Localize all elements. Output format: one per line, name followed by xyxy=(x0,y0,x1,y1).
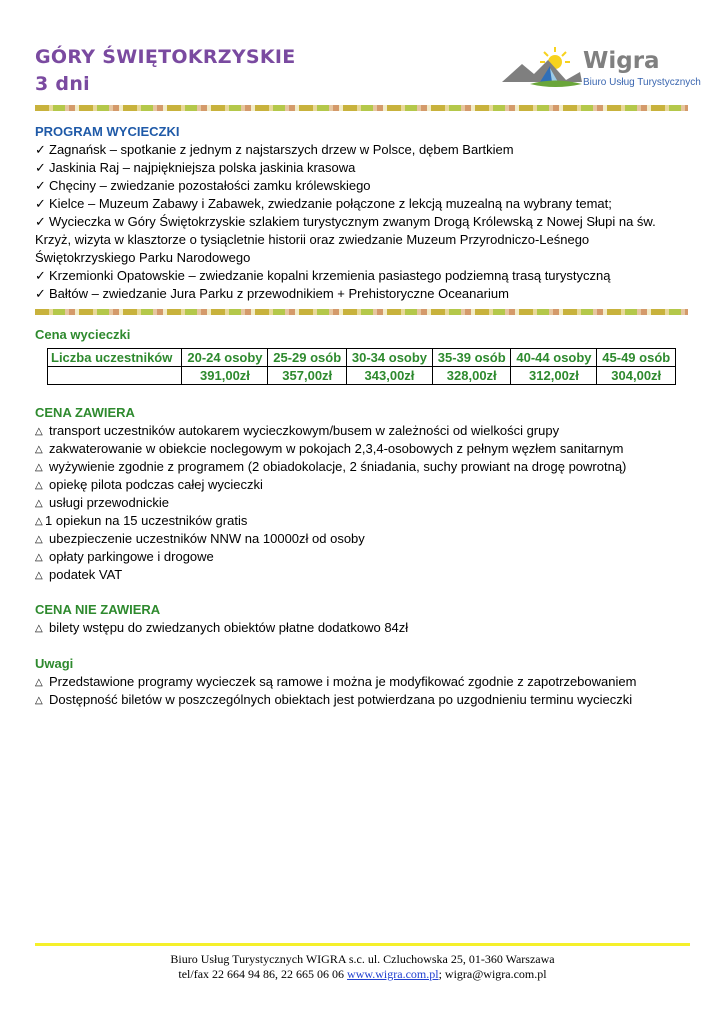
table-cell: 312,00zł xyxy=(511,367,597,385)
table-header-cell: 20-24 osoby xyxy=(182,349,268,367)
list-item: △ transport uczestników autokarem wycieczkowym/busem w zależności od wielkości grupy xyxy=(35,422,559,441)
decorative-divider xyxy=(35,309,688,315)
list-item: △ opiekę pilota podczas całej wycieczki xyxy=(35,476,263,495)
table-cell: 304,00zł xyxy=(597,367,676,385)
list-item: △ Przedstawione programy wycieczek są ramowe i można je modyfikować zgodnie z zapotrzebowaniem xyxy=(35,673,636,692)
table-header-cell: 30-34 osoby xyxy=(346,349,432,367)
footer-divider xyxy=(35,943,690,946)
triangle-bullet-icon: △ xyxy=(35,462,43,473)
triangle-bullet-icon: △ xyxy=(35,498,43,509)
program-item: ✓ Wycieczka w Góry Świętokrzyskie szlakiem turystycznym zwanym Drogą Królewską z Nowej Słupi na św. xyxy=(35,214,656,229)
checkmark-icon: ✓ xyxy=(35,160,46,175)
table-cell xyxy=(48,367,182,385)
list-item: △ zakwaterowanie w obiekcie noclegowym w pokojach 2,3,4-osobowych z pełnym węzłem sanitarnym xyxy=(35,440,623,459)
triangle-bullet-icon: △ xyxy=(35,534,43,545)
program-item: ✓ Chęciny – zwiedzanie pozostałości zamku królewskiego xyxy=(35,178,371,193)
program-item: ✓ Kielce – Muzeum Zabawy i Zabawek, zwiedzanie połączone z lekcją muzealną na wybrany temat; xyxy=(35,196,612,211)
table-cell: 391,00zł xyxy=(182,367,268,385)
triangle-bullet-icon: △ xyxy=(35,570,43,581)
table-row xyxy=(48,367,676,385)
checkmark-icon: ✓ xyxy=(35,268,46,283)
list-item: △ 1 opiekun na 15 uczestników gratis xyxy=(35,512,247,531)
page-title: GÓRY ŚWIĘTOKRZYSKIE xyxy=(35,46,296,68)
triangle-bullet-icon: △ xyxy=(35,552,43,563)
website-link[interactable]: www.wigra.com.pl xyxy=(347,967,439,981)
table-header-cell: 25-29 osób xyxy=(268,349,346,367)
program-item: ✓ Krzemionki Opatowskie – zwiedzanie kopalni krzemienia pasiastego podziemną trasą turystyczną xyxy=(35,268,611,283)
checkmark-icon: ✓ xyxy=(35,196,46,211)
triangle-bullet-icon: △ xyxy=(35,623,43,634)
checkmark-icon: ✓ xyxy=(35,178,46,193)
program-item-continuation: Świętokrzyskiego Parku Narodowego xyxy=(35,250,251,265)
mountains-icon xyxy=(502,60,582,82)
logo-subtitle: Biuro Usług Turystycznych xyxy=(583,77,701,88)
list-item: △ wyżywienie zgodnie z programem (2 obiadokolacje, 2 śniadania, suchy prowiant na drogę powrotną) xyxy=(35,458,626,477)
triangle-bullet-icon: △ xyxy=(35,480,43,491)
program-item: ✓ Zagnańsk – spotkanie z jednym z najstarszych drzew w Polsce, dębem Bartkiem xyxy=(35,142,514,157)
checkmark-icon: ✓ xyxy=(35,286,46,301)
table-header-cell: 35-39 osób xyxy=(432,349,510,367)
price-table xyxy=(47,348,676,385)
program-heading: PROGRAM WYCIECZKI xyxy=(35,124,180,139)
triangle-bullet-icon: △ xyxy=(35,444,43,455)
table-header-cell: 40-44 osoby xyxy=(511,349,597,367)
decorative-divider xyxy=(35,105,688,111)
list-item: △ podatek VAT xyxy=(35,566,122,585)
triangle-bullet-icon: △ xyxy=(35,426,43,437)
triangle-bullet-icon: △ xyxy=(35,516,43,527)
table-row xyxy=(48,349,676,367)
table-header-cell: Liczba uczestników xyxy=(48,349,182,367)
list-item: △ Dostępność biletów w poszczególnych obiektach jest potwierdzana po uzgodnieniu terminu wycieczki xyxy=(35,691,632,710)
program-item: ✓ Bałtów – zwiedzanie Jura Parku z przewodnikiem + Prehistoryczne Oceanarium xyxy=(35,286,509,301)
includes-heading: CENA ZAWIERA xyxy=(35,405,135,420)
notes-heading: Uwagi xyxy=(35,656,74,671)
table-cell: 357,00zł xyxy=(268,367,346,385)
checkmark-icon: ✓ xyxy=(35,214,46,229)
triangle-bullet-icon: △ xyxy=(35,695,43,706)
list-item: △ bilety wstępu do zwiedzanych obiektów płatne dodatkowo 84zł xyxy=(35,619,408,638)
list-item: △ usługi przewodnickie xyxy=(35,494,169,513)
triangle-bullet-icon: △ xyxy=(35,677,43,688)
logo-name: Wigra xyxy=(583,48,660,74)
page-subtitle: 3 dni xyxy=(35,73,90,95)
footer-address: Biuro Usług Turystycznych WIGRA s.c. ul. Czluchowska 25, 01-360 Warszawa xyxy=(170,952,555,966)
checkmark-icon: ✓ xyxy=(35,142,46,157)
table-header-cell: 45-49 osób xyxy=(597,349,676,367)
excludes-heading: CENA NIE ZAWIERA xyxy=(35,602,161,617)
table-cell: 328,00zł xyxy=(432,367,510,385)
price-heading: Cena wycieczki xyxy=(35,327,131,342)
list-item: △ ubezpieczenie uczestników NNW na 10000zł od osoby xyxy=(35,530,365,549)
list-item: △ opłaty parkingowe i drogowe xyxy=(35,548,214,567)
footer-contact: tel/fax 22 664 94 86, 22 665 06 06 www.wigra.com.pl; wigra@wigra.com.pl xyxy=(178,967,547,981)
program-item: ✓ Jaskinia Raj – najpiękniejsza polska jaskinia krasowa xyxy=(35,160,356,175)
table-cell: 343,00zł xyxy=(346,367,432,385)
program-item-continuation: Krzyż, wizyta w klasztorze o tysiącletnie historii oraz zwiedzanie Muzeum Przyrodniczo-Leśnego xyxy=(35,232,590,247)
